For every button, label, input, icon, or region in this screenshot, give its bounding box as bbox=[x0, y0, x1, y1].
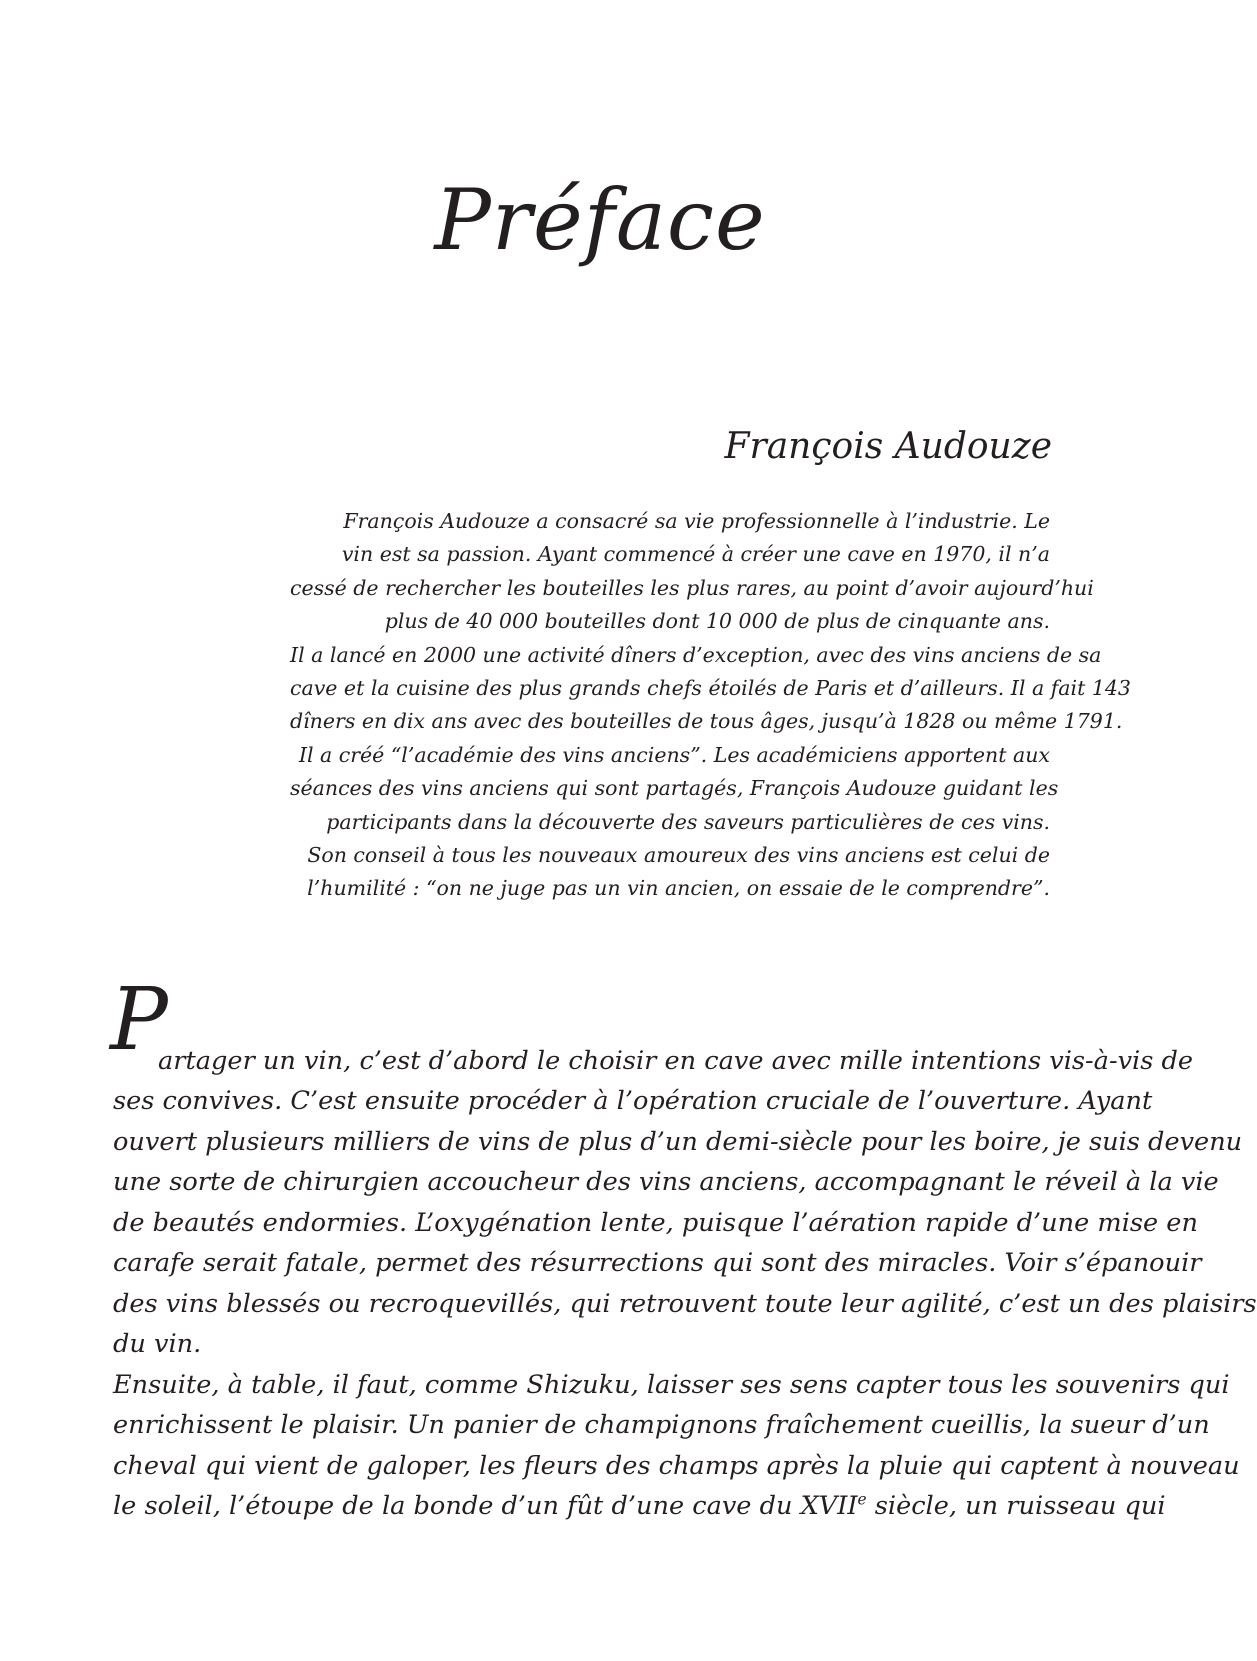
body-text bbox=[113, 1081, 1257, 1527]
body-line: ses convives. C’est ensuite procéder à l’opération cruciale de l’ouverture. Ayant bbox=[113, 1086, 1153, 1116]
bio-line: plus de 40 000 bouteilles dont 10 000 de plus de cinquante ans. bbox=[384, 609, 1050, 634]
body-line-last bbox=[113, 1486, 1166, 1527]
body-line: ouvert plusieurs milliers de vins de plus d’un demi-siècle pour les boire, je suis devenu bbox=[113, 1126, 1243, 1157]
bio-line: cessé de rechercher les bouteilles les plus rares, au point d’avoir aujourd’hui bbox=[290, 575, 1094, 600]
bio-line: Son conseil à tous les nouveaux amoureux des vins anciens est celui de bbox=[307, 843, 1050, 868]
body-line-last-end: siècle, un ruisseau qui bbox=[866, 1491, 1166, 1521]
superscript-e: e bbox=[857, 1490, 867, 1509]
bio-line: cave et la cuisine des plus grands chefs étoilés de Paris et d’ailleurs. Il a fait 143 bbox=[290, 676, 1131, 701]
bio-line: vin est sa passion. Ayant commencé à créer une cave en 1970, il n’a bbox=[341, 542, 1050, 567]
body-line: enrichissent le plaisir. Un panier de champignons fraîchement cueillis, la sueur d’un bbox=[113, 1410, 1210, 1440]
bio-line: Il a créé “l’académie des vins anciens”. Les académiciens apportent aux bbox=[298, 742, 1050, 767]
body-line: une sorte de chirurgien accoucheur des vins anciens, accompagnant le réveil à la vie bbox=[113, 1167, 1219, 1197]
page-title: Préface bbox=[434, 171, 766, 269]
body-first-line: artager un vin, c’est d’abord le choisir en cave avec mille intentions vis-à-vis de bbox=[158, 1046, 1194, 1076]
body-line: carafe serait fatale, permet des résurrections qui sont des miracles. Voir s’épanouir bbox=[113, 1248, 1202, 1278]
author-bio bbox=[290, 505, 1131, 906]
body-line: du vin. bbox=[113, 1329, 202, 1359]
bio-line: François Audouze a consacré sa vie professionnelle à l’industrie. Le bbox=[343, 509, 1050, 533]
body-line-last-start: le soleil, l’étoupe de la bonde d’un fût d’une cave du XVII bbox=[113, 1491, 858, 1521]
bio-line: séances des vins anciens qui sont partagés, François Audouze guidant les bbox=[290, 776, 1059, 801]
drop-cap: P bbox=[110, 970, 168, 1070]
bio-line: l’humilité : “on ne juge pas un vin ancien, on essaie de le comprendre”. bbox=[307, 876, 1050, 901]
body-line: Ensuite, à table, il faut, comme Shizuku, laisser ses sens capter tous les souvenirs qui bbox=[113, 1369, 1230, 1400]
bio-line: dîners en dix ans avec des bouteilles de tous âges, jusqu’à 1828 ou même 1791. bbox=[290, 709, 1123, 734]
body-line: cheval qui vient de galoper, les fleurs des champs après la pluie qui captent à nouveau bbox=[113, 1450, 1240, 1481]
bio-line: participants dans la découverte des saveurs particulières de ces vins. bbox=[326, 809, 1050, 834]
body-line: des vins blessés ou recroquevillés, qui retrouvent toute leur agilité, c’est un des plaisirs bbox=[113, 1288, 1257, 1319]
bio-line: Il a lancé en 2000 une activité dîners d’exception, avec des vins anciens de sa bbox=[290, 642, 1102, 667]
author-name: François Audouze bbox=[724, 426, 1052, 467]
body-line: de beautés endormies. L’oxygénation lente, puisque l’aération rapide d’une mise en bbox=[113, 1207, 1198, 1238]
